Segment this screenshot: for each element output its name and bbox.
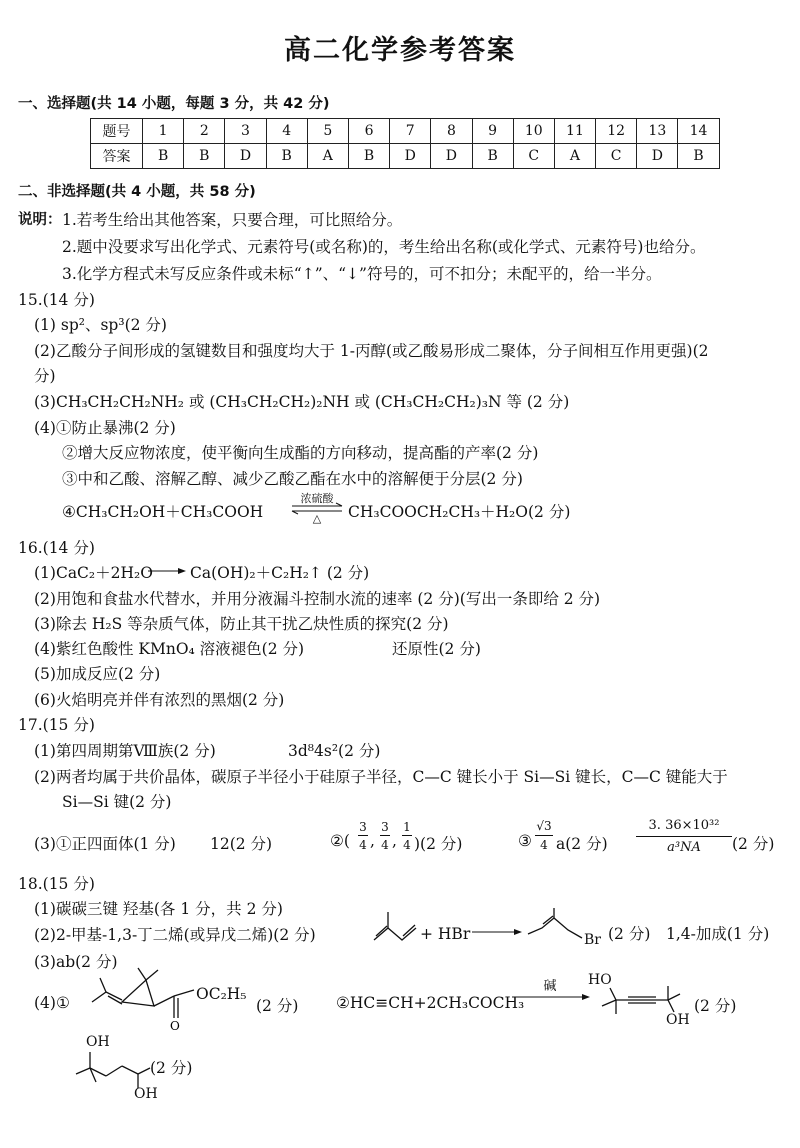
q15-part2: (2)乙酸分子间形成的氢键数目和强度均大于 1-丙醇(或乙酸易形成二聚体，分子间相互作用更强)(2: [34, 342, 709, 360]
question-number: 5: [307, 119, 348, 144]
q18-part4-1-score: (2 分): [256, 997, 299, 1015]
equation-condition: 碱: [543, 979, 557, 994]
section1-heading: 一、选择题(共 14 小题，每题 3 分，共 42 分): [18, 96, 330, 112]
q18-part4-3-score: (2 分): [150, 1059, 193, 1077]
question-number: 12: [596, 119, 637, 144]
hydroxyl-label: OH: [666, 1012, 690, 1028]
answer-cell: B: [472, 144, 513, 169]
answer-cell: D: [637, 144, 678, 169]
q15-part4-1: (4)①防止暴沸(2 分): [34, 419, 176, 437]
q16-part4: (4)紫红色酸性 KMnO₄ 溶液褪色(2 分): [34, 640, 305, 658]
q17-part2: (2)两者均属于共价晶体，碳原子半径小于硅原子半径，C—C 键长小于 Si—Si 键长，C—C 键能大于: [34, 768, 728, 786]
answer-cell: D: [431, 144, 472, 169]
fraction-numerator: 3: [359, 820, 367, 834]
answer-cell: B: [143, 144, 184, 169]
fraction-numerator: 3. 36×10³²: [648, 818, 720, 833]
q17-part3-5-score: (2 分): [732, 835, 775, 853]
question-number: 2: [184, 119, 225, 144]
fraction-denominator: a³NA: [667, 840, 701, 855]
fraction-denominator: 4: [403, 838, 411, 852]
question-number: 4: [266, 119, 307, 144]
section2-heading: 二、非选择题(共 4 小题，共 58 分): [18, 184, 256, 200]
q16-header: 16.(14 分): [18, 539, 95, 557]
fraction-bar: [358, 835, 368, 836]
page-title: 高二化学参考答案: [284, 35, 516, 66]
question-number: 7: [390, 119, 431, 144]
reaction-arrow-icon: [146, 566, 188, 576]
question-number: 10: [513, 119, 554, 144]
answer-cell: C: [513, 144, 554, 169]
question-number: 3: [225, 119, 266, 144]
q15-header: 15.(14 分): [18, 291, 95, 309]
fraction-bar: [535, 835, 553, 836]
q18-part4-2-equation: ②HC≡CH+2CH₃COCH₃: [336, 994, 525, 1012]
q17-part3-3-post: )(2 分): [414, 835, 463, 853]
equation-condition: 浓硫酸: [300, 492, 334, 505]
q17-part2-cont: Si—Si 键(2 分): [62, 793, 172, 811]
table-row-numbers: [91, 119, 720, 144]
q17-part3-4-post: a(2 分): [556, 835, 608, 853]
q16-part3: (3)除去 H₂S 等杂质气体，防止其干扰乙炔性质的探究(2 分): [34, 615, 449, 633]
question-number: 11: [554, 119, 595, 144]
note-label: 说明：: [18, 212, 62, 228]
q18-part2-type: 1,4-加成(1 分): [666, 925, 770, 943]
hydroxyl-label: HO: [588, 972, 612, 988]
fraction-bar: [380, 835, 390, 836]
note-item: 3.化学方程式未写反应条件或未标“↑”、“↓”符号的，可不扣分；未配平的，给一半分。: [62, 265, 662, 283]
bromine-atom: Br: [584, 932, 601, 948]
svg-text:O: O: [170, 1019, 180, 1033]
q17-part3-1: (3)①正四面体(1 分): [34, 835, 176, 853]
q16-part2: (2)用饱和食盐水代替水，并用分液漏斗控制水流的速率 (2 分)(写出一条即给 2 分): [34, 590, 601, 608]
comma: ,: [370, 832, 375, 850]
fraction-denominator: 4: [540, 838, 548, 852]
row-label-answer: 答案: [91, 144, 143, 169]
q18-part3: (3)ab(2 分): [34, 953, 118, 971]
hydroxyl-label: OH: [134, 1086, 158, 1102]
cyclopropane-ester-structure: [90, 962, 200, 1032]
q15-part1: (1) sp²、sp³(2 分): [34, 316, 167, 334]
answer-cell: B: [266, 144, 307, 169]
q18-part4-2-score: (2 分): [694, 997, 737, 1015]
question-number: 13: [637, 119, 678, 144]
reaction-arrow-icon: [470, 927, 524, 937]
note-item: 1.若考生给出其他答案，只要合理，可比照给分。: [62, 211, 403, 229]
fraction-numerator: √3: [536, 819, 552, 833]
q16-part5: (5)加成反应(2 分): [34, 665, 161, 683]
q16-part4-b: 还原性(2 分): [392, 640, 481, 658]
answer-table: [90, 118, 720, 169]
ester-group: OC₂H₅: [196, 985, 247, 1003]
q15-part3: (3)CH₃CH₂CH₂NH₂ 或 (CH₃CH₂CH₂)₂NH 或 (CH₃CH₂CH₂)₃N 等 (2 分): [34, 393, 570, 411]
q15-equation-right: CH₃COOCH₂CH₃＋H₂O(2 分): [348, 503, 571, 521]
answer-cell: B: [348, 144, 389, 169]
reaction-arrow-icon: [510, 992, 592, 1002]
q16-part1-left: (1)CaC₂＋2H₂O: [34, 564, 153, 582]
q16-part1-right: Ca(OH)₂＋C₂H₂↑ (2 分): [190, 564, 370, 582]
q15-equation-left: ④CH₃CH₂OH＋CH₃COOH: [62, 503, 264, 521]
q18-header: 18.(15 分): [18, 875, 95, 893]
q15-part4-3: ③中和乙酸、溶解乙醇、减少乙酸乙酯在水中的溶解便于分层(2 分): [62, 470, 523, 488]
fraction-numerator: 3: [381, 820, 389, 834]
reagent-hbr: + HBr: [420, 925, 471, 943]
answer-cell: B: [184, 144, 225, 169]
q18-part2: (2)2-甲基-1,3-丁二烯(或异戊二烯)(2 分): [34, 926, 316, 944]
answer-cell: D: [225, 144, 266, 169]
answer-cell: B: [678, 144, 719, 169]
question-number: 1: [143, 119, 184, 144]
row-label-number: 题号: [91, 119, 143, 144]
table-row-answers: [91, 144, 720, 169]
note-item: 2.题中没要求写出化学式、元素符号(或名称)的，考生给出名称(或化学式、元素符号)也给分。: [62, 238, 706, 256]
q17-part3-2: 12(2 分): [210, 835, 273, 853]
fraction-denominator: 4: [359, 838, 367, 852]
question-number: 6: [348, 119, 389, 144]
q17-part3-3-pre: ②(: [330, 832, 350, 850]
q15-part4-2: ②增大反应物浓度，使平衡向生成酯的方向移动，提高酯的产率(2 分): [62, 444, 539, 462]
answer-cell: A: [307, 144, 348, 169]
q17-header: 17.(15 分): [18, 716, 95, 734]
hydroxyl-label: OH: [86, 1034, 110, 1050]
fraction-denominator: 4: [381, 838, 389, 852]
q18-part1: (1)碳碳三键 羟基(各 1 分，共 2 分): [34, 900, 283, 918]
equation-condition: △: [312, 512, 322, 525]
answer-cell: C: [596, 144, 637, 169]
fraction-bar: [402, 835, 412, 836]
q17-part1-b: 3d⁸4s²(2 分): [288, 742, 381, 760]
q18-part2-score: (2 分): [608, 925, 651, 943]
q18-part4-1-label: (4)①: [34, 994, 70, 1012]
answer-cell: A: [554, 144, 595, 169]
question-number: 9: [472, 119, 513, 144]
fraction-bar: [636, 836, 732, 837]
question-number: 14: [678, 119, 719, 144]
q15-part2-cont: 分): [34, 367, 56, 385]
fraction-numerator: 1: [403, 820, 411, 834]
answer-cell: D: [390, 144, 431, 169]
q17-part3-4-pre: ③: [518, 832, 532, 850]
comma: ,: [392, 832, 397, 850]
q17-part1: (1)第四周期第Ⅷ族(2 分): [34, 742, 216, 760]
question-number: 8: [431, 119, 472, 144]
q16-part6: (6)火焰明亮并伴有浓烈的黑烟(2 分): [34, 691, 285, 709]
